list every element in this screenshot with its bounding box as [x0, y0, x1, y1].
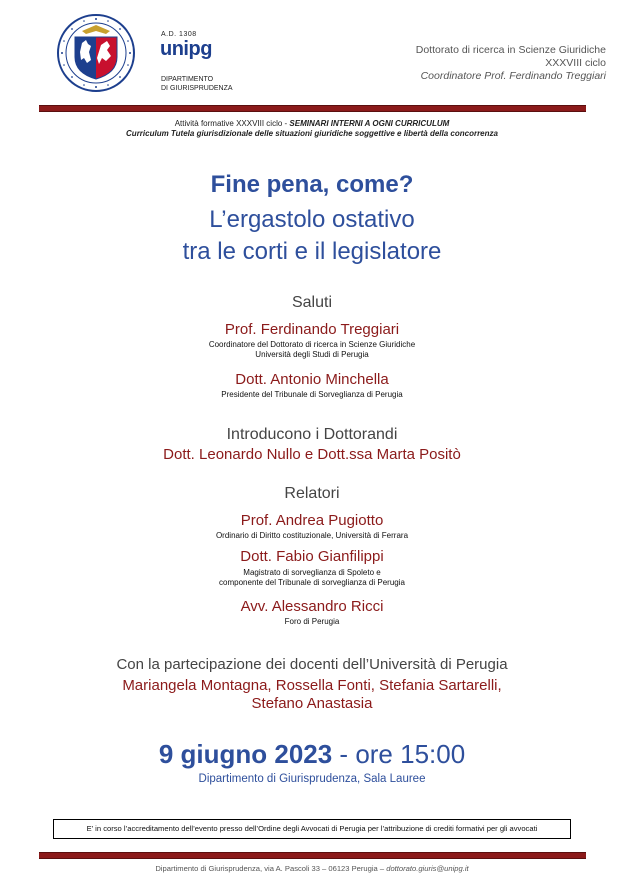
event-subtitle-line2: tra le corti e il legislatore	[182, 238, 442, 265]
department-line2: DI GIURISPRUDENZA	[161, 85, 233, 92]
participation-names: Stefano Anastasia	[251, 695, 373, 712]
speaker-role: Foro di Perugia	[284, 617, 340, 626]
accreditation-notice: E’ in corso l’accreditamento dell’evento presso dell’Ordine degli Avvocati di Perugia per l’attribuzione di crediti formativi per gli avvocati	[53, 819, 571, 839]
speaker-role	[0, 568, 624, 588]
speaker-role-line: Coordinatore del Dottorato di ricerca in Scienze Giuridiche	[208, 340, 416, 349]
event-time: ore 15:00	[355, 739, 466, 769]
curriculum-line: Curriculum Tutela giurisdizionale delle situazioni giuridiche soggettive e libertà della concorrenza	[126, 129, 498, 138]
program-title: Dottorato di ricerca in Scienze Giuridiche	[415, 44, 606, 56]
speaker-role-line: componente del Tribunale di sorveglianza di Perugia	[219, 578, 405, 587]
bottom-divider	[39, 852, 586, 859]
program-info	[416, 44, 606, 83]
relatori-heading: Relatori	[284, 485, 340, 502]
saluti-heading: Saluti	[291, 294, 333, 311]
activity-line	[0, 119, 624, 128]
event-datetime	[0, 739, 624, 770]
speaker-role-line: Magistrato di sorveglianza di Spoleto e	[243, 568, 381, 577]
event-place: Dipartimento di Giurisprudenza, Sala Lauree	[198, 773, 426, 785]
footer-email-link[interactable]: dottorato.giuris@unipg.it	[386, 864, 469, 873]
program-coordinator: Coordinatore Prof. Ferdinando Treggiari	[420, 70, 606, 82]
department-label	[161, 75, 233, 93]
top-divider	[39, 105, 586, 112]
speaker-role-line: Università degli Studi di Perugia	[255, 350, 369, 359]
program-cycle: XXXVIII ciclo	[545, 57, 606, 69]
speaker-role: Ordinario di Diritto costituzionale, Università di Ferrara	[215, 531, 409, 540]
event-subtitle	[0, 204, 624, 268]
date-separator: -	[332, 739, 356, 769]
event-date: 9 giugno 2023	[158, 739, 333, 769]
event-subtitle-line1: L’ergastolo ostativo	[209, 206, 415, 233]
speaker-name: Dott. Antonio Minchella	[235, 371, 389, 388]
speaker-name: Avv. Alessandro Ricci	[240, 598, 384, 615]
footer-address	[0, 864, 624, 873]
department-line1: DIPARTIMENTO	[161, 76, 214, 83]
speaker-name: Prof. Ferdinando Treggiari	[224, 321, 400, 338]
doctoral-students: Dott. Leonardo Nullo e Dott.ssa Marta Positò	[163, 446, 461, 463]
speaker-name: Prof. Andrea Pugiotto	[240, 512, 384, 529]
speaker-role	[0, 340, 624, 360]
participation-intro: Con la partecipazione dei docenti dell’Università di Perugia	[116, 656, 508, 673]
activity-prefix: Attività formative XXXVIII ciclo -	[174, 119, 290, 128]
speaker-name: Dott. Fabio Gianfilippi	[240, 548, 384, 565]
university-seal-logo	[56, 13, 136, 93]
activity-emphasis: SEMINARI INTERNI A OGNI CURRICULUM	[289, 119, 450, 128]
introducono-heading: Introducono i Dottorandi	[226, 426, 398, 443]
founding-year: A.D. 1308	[161, 31, 197, 38]
footer-address-text: Dipartimento di Giurisprudenza, via A. Pascoli 33 – 06123 Perugia –	[155, 864, 387, 873]
unipg-brand: unipg	[160, 38, 212, 60]
participation-names: Mariangela Montagna, Rossella Fonti, Stefania Sartarelli,	[122, 677, 502, 694]
speaker-role: Presidente del Tribunale di Sorveglianza di Perugia	[221, 390, 403, 399]
event-title: Fine pena, come?	[210, 171, 414, 198]
